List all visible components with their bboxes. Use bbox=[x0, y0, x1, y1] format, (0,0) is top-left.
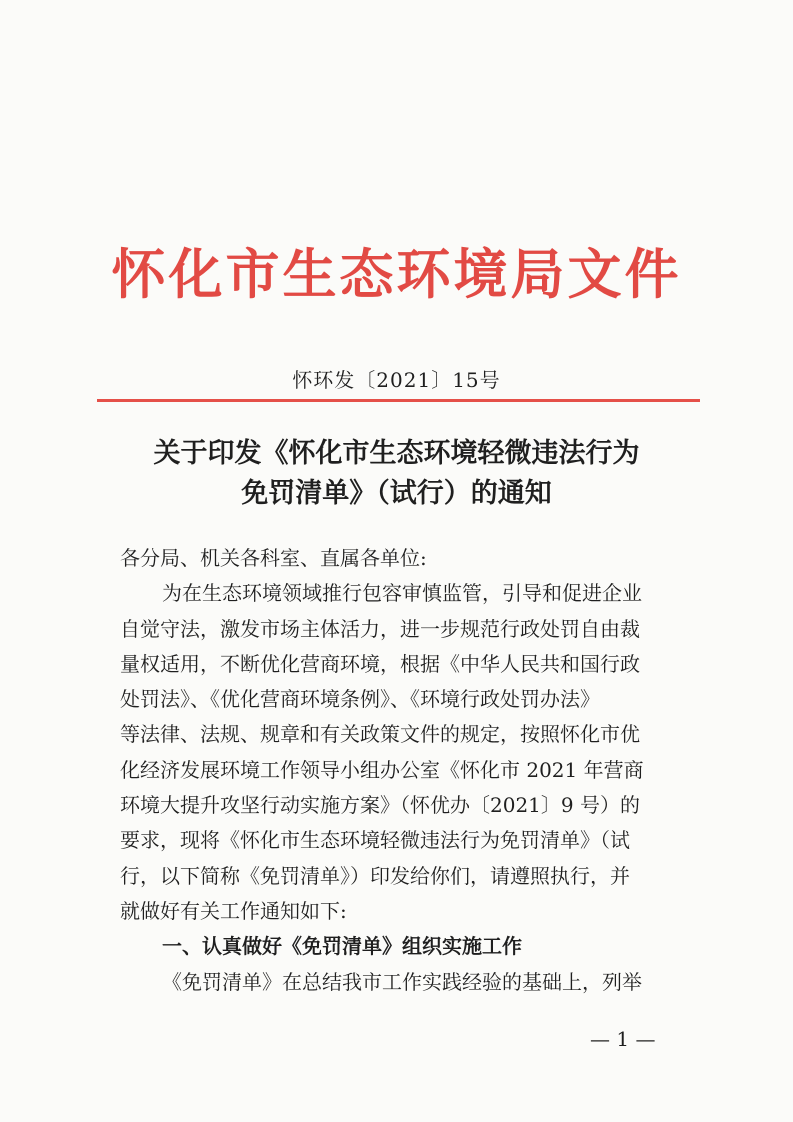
paragraph-line: 等法律、法规、规章和有关政策文件的规定，按照怀化市优 bbox=[120, 722, 640, 747]
paragraph-line: 要求，现将《怀化市生态环境轻微违法行为免罚清单》（试 bbox=[120, 828, 630, 853]
paragraph-line: 自觉守法，激发市场主体活力，进一步规范行政处罚自由裁 bbox=[120, 616, 640, 641]
document-body bbox=[120, 541, 680, 1000]
paragraph-line: 环境大提升攻坚行动实施方案》（怀优办〔2021〕9 号）的 bbox=[120, 793, 640, 818]
title-line-1: 关于印发《怀化市生态环境轻微违法行为 bbox=[153, 438, 640, 469]
document-title bbox=[0, 434, 793, 514]
paragraph-line: 《免罚清单》在总结我市工作实践经验的基础上，列举 bbox=[162, 969, 642, 994]
paragraph-line: 化经济发展环境工作领导小组办公室《怀化市 2021 年营商 bbox=[120, 757, 644, 782]
document-number: 怀环发〔2021〕15号 bbox=[292, 368, 501, 392]
paragraph-line: 为在生态环境领域推行包容审慎监管，引导和促进企业 bbox=[162, 581, 642, 606]
paragraph-line: 处罚法》、《优化营商环境条例》、《环境行政处罚办法》 bbox=[120, 687, 600, 712]
section-heading: 一、认真做好《免罚清单》组织实施工作 bbox=[162, 934, 522, 959]
paragraph-line: 量权适用，不断优化营商环境，根据《中华人民共和国行政 bbox=[120, 651, 640, 676]
addressee-line: 各分局、机关各科室、直属各单位: bbox=[120, 546, 427, 570]
paragraph-line: 行，以下简称《免罚清单》）印发给你们，请遵照执行，并 bbox=[120, 863, 630, 888]
issuer-header-title: 怀化市生态环境局文件 bbox=[111, 243, 682, 306]
page-number: — 1 — bbox=[590, 1027, 656, 1051]
title-line-2: 免罚清单》（试行）的通知 bbox=[241, 478, 552, 509]
paragraph-line: 就做好有关工作通知如下: bbox=[120, 898, 347, 923]
red-separator-line bbox=[97, 399, 700, 402]
